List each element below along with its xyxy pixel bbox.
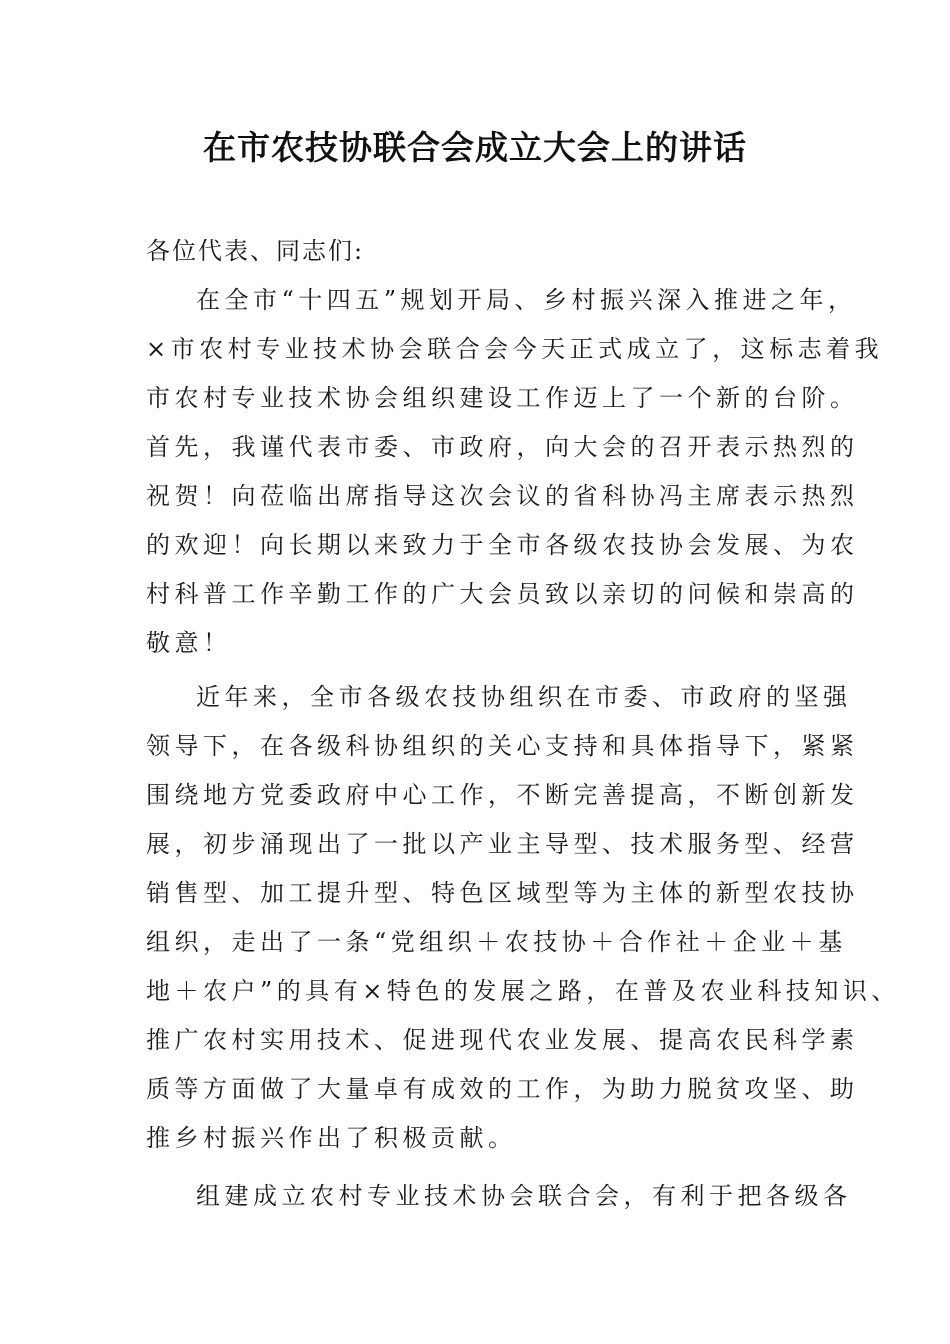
paragraph-2-line-6: 组织，走出了一条“党组织＋农技协＋合作社＋企业＋基 [146, 928, 847, 956]
paragraph-1-line-3: 市农村专业技术协会组织建设工作迈上了一个新的台阶。 [146, 384, 859, 412]
paragraph-1-line-6: 的欢迎！向长期以来致力于全市各级农技协会发展、为农 [146, 531, 859, 559]
paragraph-1-line-1: 在全市“十四五”规划开局、乡村振兴深入推进之年， [196, 286, 857, 314]
paragraph-1-line-2: ×市农村专业技术协会联合会今天正式成立了，这标志着我 [146, 335, 884, 363]
paragraph-2-line-2: 领导下，在各级科协组织的关心支持和具体指导下，紧紧 [146, 732, 859, 760]
paragraph-2-line-9: 质等方面做了大量卓有成效的工作，为助力脱贫攻坚、助 [146, 1075, 859, 1103]
paragraph-1-line-5: 祝贺！向莅临出席指导这次会议的省科协冯主席表示热烈 [146, 482, 859, 510]
paragraph-2-line-1: 近年来，全市各级农技协组织在市委、市政府的坚强 [196, 683, 852, 711]
paragraph-2-line-10: 推乡村振兴作出了积极贡献。 [146, 1124, 517, 1152]
salutation: 各位代表、同志们: [146, 237, 365, 265]
paragraph-1-line-4: 首先，我谨代表市委、市政府，向大会的召开表示热烈的 [146, 433, 859, 461]
paragraph-2-line-8: 推广农村实用技术、促进现代农业发展、提高农民科学素 [146, 1026, 859, 1054]
paragraph-2-line-3: 围绕地方党委政府中心工作，不断完善提高，不断创新发 [146, 781, 859, 809]
paragraph-2-line-5: 销售型、加工提升型、特色区域型等为主体的新型农技协 [146, 879, 859, 907]
paragraph-1-line-7: 村科普工作辛勤工作的广大会员致以亲切的问候和崇高的 [146, 580, 859, 608]
document-title: 在市农技协联合会成立大会上的讲话 [203, 128, 747, 167]
paragraph-2-line-7: 地＋农户”的具有×特色的发展之路，在普及农业科技知识、 [146, 977, 900, 1005]
paragraph-1-line-8: 敬意！ [146, 629, 232, 657]
paragraph-3-line-1: 组建成立农村专业技术协会联合会，有利于把各级各 [196, 1182, 852, 1210]
paragraph-2-line-4: 展，初步涌现出了一批以产业主导型、技术服务型、经营 [146, 830, 859, 858]
